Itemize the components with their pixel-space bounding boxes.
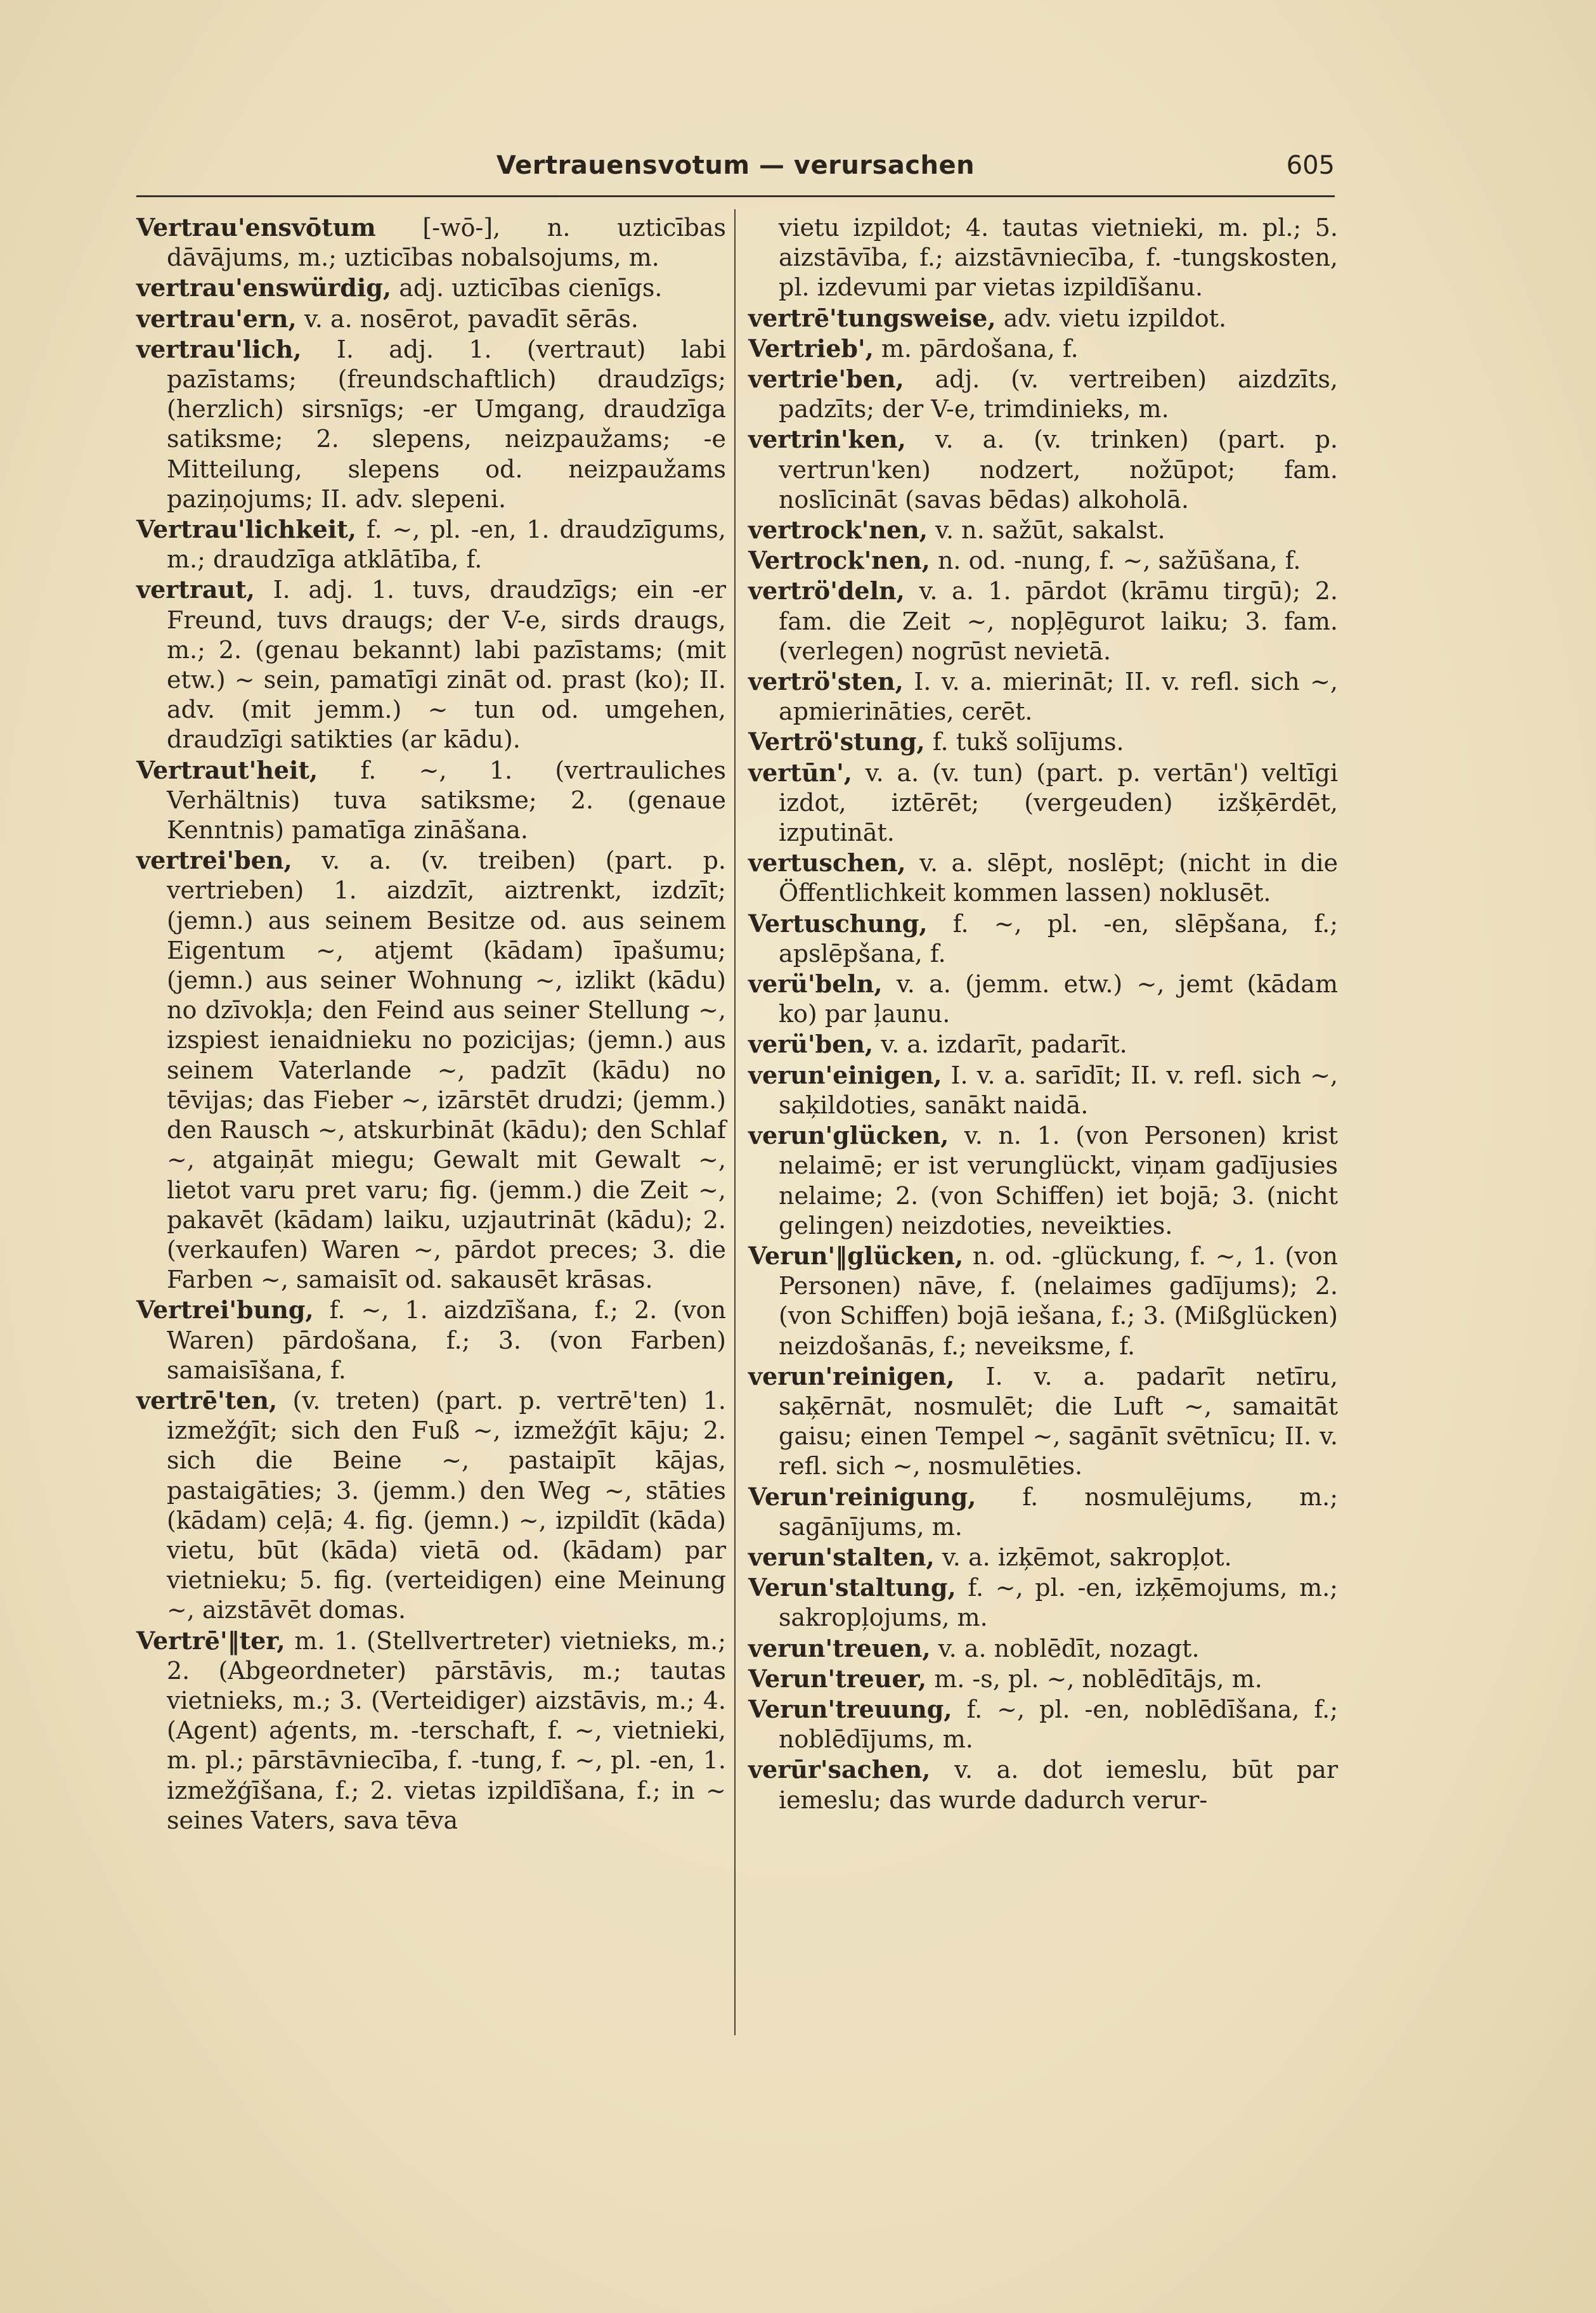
definition: f. ~, 1. aizdzīšana, f.; 2. (von Waren) pārdošana, f.; 3. (von Farben) samaisīšana, f. <box>167 1296 726 1384</box>
definition: adv. vietu izpildot. <box>996 304 1227 332</box>
dictionary-entry <box>748 1029 1338 1059</box>
definition: f. ~, pl. -en, 1. draudzīgums, m.; draudzīga atklātība, f. <box>167 515 726 574</box>
headword: Verun'‖glücken, <box>748 1241 964 1270</box>
headword: verü'ben, <box>748 1030 874 1059</box>
definition: I. v. a. mierināt; II. v. refl. sich ~, apmierināties, cerēt. <box>779 668 1338 726</box>
page-header <box>136 151 1335 195</box>
definition: m. pārdošana, f. <box>873 334 1079 363</box>
headword: Verun'treuung, <box>748 1694 952 1723</box>
headword: Vertrau'lichkeit, <box>136 515 357 544</box>
dictionary-entry <box>748 1482 1338 1542</box>
dictionary-entry <box>748 1754 1338 1815</box>
definition: f. tukš solījums. <box>925 728 1124 756</box>
dictionary-entry <box>748 1664 1338 1694</box>
dictionary-entry <box>748 424 1338 515</box>
headword: Vertraut'heit, <box>136 755 318 784</box>
definition: v. a. (v. treiben) (part. p. vertrieben) 1. aizdzīt, aiztrenkt, izdzīt; (jemn.) aus seinem Besitze od. aus seinem Eigentum ~, atjemt (kādam) īpašumu; (jemn.) aus seiner Wohnung ~, izlikt (kādu) no dzīvokļa; den Feind aus seiner Stellung ~, izspiest ienaidnieku no pozicijas; (jemn.) aus seinem Vaterlande ~, padzīt (kādu) no tēvijas; das Fieber ~, izārstēt drudzi; (jemm.) den Rausch ~, atskurbināt (kādu); den Schlaf ~, atgaiņāt miegu; Gewalt mit Gewalt ~, lietot varu pret varu; fig. (jemm.) die Zeit ~, pakavēt (kādam) laiku, uzjautrināt (kādu); 2. (verkaufen) Waren ~, pārdot preces; 3. die Farben ~, samaisīt od. sakausēt krāsas. <box>167 846 726 1294</box>
headword: verun'treuen, <box>748 1633 931 1662</box>
dictionary-entry <box>136 1626 726 1836</box>
definition: adj. uzticības cienīgs. <box>391 274 663 302</box>
headword: Vertrau'ensvōtum <box>136 213 376 242</box>
headword: vertrö'deln, <box>748 576 905 606</box>
definition: v. a. izķēmot, sakropļot. <box>934 1543 1232 1571</box>
header-rule <box>136 195 1335 197</box>
definition: f. ~, pl. -en, slēpšana, f.; apslēpšana, f. <box>779 909 1338 968</box>
headword: Vertrē'‖ter, <box>136 1626 285 1655</box>
dictionary-entry <box>748 212 1338 303</box>
dictionary-entry <box>136 304 726 334</box>
headword: vertrö'sten, <box>748 667 904 696</box>
definition: [-wō-], n. uzticības dāvājums, m.; uzticības nobalsojums, m. <box>167 214 726 272</box>
headword: vertrau'enswürdig, <box>136 273 392 302</box>
definition: v. n. 1. (von Personen) krist nelaimē; er ist verunglückt, viņam gadījusies nelaime; 2. (von Schiffen) iet bojā; 3. (nicht gelingen) neizdoties, neveikties. <box>779 1122 1338 1240</box>
dictionary-entry <box>748 1572 1338 1633</box>
dictionary-entry <box>136 1385 726 1626</box>
headword: Vertrö'stung, <box>748 727 925 756</box>
page-number: 605 <box>1286 151 1335 180</box>
definition: v. a. (v. trinken) (part. p. vertrun'ken) nodzert, nožūpot; fam. noslīcināt (savas bēdas) alkoholā. <box>779 425 1338 514</box>
dictionary-entry <box>748 909 1338 969</box>
dictionary-entry <box>748 334 1338 364</box>
definition: v. a. nosērot, pavadīt sērās. <box>296 304 639 333</box>
dictionary-entry <box>748 364 1338 424</box>
definition: I. v. a. padarīt netīru, saķērnāt, nosmulēt; die Luft ~, samaitāt gaisu; einen Tempel ~, sagānīt svētnīcu; II. v. refl. sich ~, nosmulēties. <box>779 1362 1338 1480</box>
definition: m. 1. (Stellvertreter) vietnieks, m.; 2. (Abgeordneter) pārstāvis, m.; tautas vietnieks, m.; 3. (Verteidiger) aizstāvis, m.; 4. (Agent) aģents, m. -terschaft, f. ~, vietnieki, m. pl.; pārstāvniecība, f. -tung, f. ~, pl. -en, 1. izmežģīšana, f.; 2. vietas izpildīšana, f.; in ~ seines Vaters, sava tēva <box>167 1626 726 1834</box>
definition: v. a. 1. pārdot (krāmu tirgū); 2. fam. die Zeit ~, nopļēgurot laiku; 3. fam. (verlegen) nogrūst nevietā. <box>779 577 1338 665</box>
headword: verü'beln, <box>748 969 883 999</box>
dictionary-entry <box>136 845 726 1295</box>
dictionary-entry <box>748 1694 1338 1754</box>
column-divider <box>734 209 736 2035</box>
definition: I. v. a. sarīdīt; II. v. refl. sich ~, saķildoties, sanākt naidā. <box>779 1061 1338 1119</box>
definition: f. ~, pl. -en, noblēdīšana, f.; noblēdījums, m. <box>779 1695 1338 1754</box>
definition: v. a. izdarīt, padarīt. <box>873 1030 1127 1059</box>
definition: v. n. sažūt, sakalst. <box>927 516 1165 545</box>
headword: vertrau'lich, <box>136 334 302 363</box>
headword: Vertrock'nen, <box>748 546 930 575</box>
running-head: Vertrauensvotum — verursachen <box>496 151 975 180</box>
headword: verun'stalten, <box>748 1542 935 1571</box>
dictionary-entry <box>748 1361 1338 1482</box>
headword: Verun'treuer, <box>748 1664 927 1693</box>
headword: vertrē'ten, <box>136 1385 278 1415</box>
dictionary-entry <box>136 334 726 514</box>
definition: n. od. -glückung, f. ~, 1. (von Personen) nāve, f. (nelaimes gadījums); 2. (von Schiffen) bojā iešana, f.; 3. (Mißglücken) neizdošanās, f.; neveiksme, f. <box>779 1241 1338 1360</box>
dictionary-entry <box>748 848 1338 908</box>
dictionary-entry <box>748 969 1338 1029</box>
dictionary-entry <box>136 212 726 273</box>
definition: (v. treten) (part. p. vertrē'ten) 1. izmežģīt; sich den Fuß ~, izmežģīt kāju; 2. sich die Beine ~, pastaipīt kājas, pastaigāties; 3. (jemm.) den Weg ~, stāties (kādam) ceļā; 4. fig. (jemn.) ~, izpildīt (kāda) vietu, būt (kāda) vietā od. (kādam) par vietnieku; 5. fig. (verteidigen) eine Meinung ~, aizstāvēt domas. <box>167 1386 726 1624</box>
headword: Verun'staltung, <box>748 1573 956 1602</box>
definition: m. -s, pl. ~, noblēdītājs, m. <box>926 1664 1262 1693</box>
headword: verun'einigen, <box>748 1060 942 1089</box>
dictionary-entry <box>748 515 1338 545</box>
definition: v. a. dot iemeslu, būt par iemeslu; das wurde dadurch verur- <box>779 1756 1338 1814</box>
dictionary-entry <box>748 1542 1338 1572</box>
dictionary-entry <box>136 273 726 303</box>
headword: vertrei'ben, <box>136 846 292 875</box>
dictionary-entry <box>748 666 1338 727</box>
definition: adj. (v. vertreiben) aizdzīts, padzīts; der V-e, trimdinieks, m. <box>779 365 1338 424</box>
left-column <box>136 212 726 1836</box>
dictionary-entry <box>136 514 726 574</box>
headword: verun'reinigen, <box>748 1361 955 1390</box>
headword: vertrau'ern, <box>136 304 297 333</box>
definition: f. nosmulējums, m.; sagānījums, m. <box>779 1482 1338 1541</box>
dictionary-entry <box>748 1241 1338 1361</box>
definition: v. a. noblēdīt, nozagt. <box>930 1634 1200 1662</box>
definition: v. a. (jemm. etw.) ~, jemt (kādam ko) par ļaunu. <box>779 970 1338 1028</box>
definition: n. od. -nung, f. ~, sažūšana, f. <box>930 547 1301 575</box>
headword: Vertrieb', <box>748 334 874 363</box>
definition: v. a. slēpt, noslēpt; (nicht in die Öffentlichkeit kommen lassen) noklusēt. <box>779 849 1338 907</box>
headword: vertuschen, <box>748 848 906 878</box>
headword: Vertuschung, <box>748 909 928 938</box>
definition: f. ~, 1. (vertrauliches Verhältnis) tuva satiksme; 2. (genaue Kenntnis) pamatīga zināšana. <box>167 756 726 845</box>
definition: I. adj. 1. tuvs, draudzīgs; ein -er Freund, tuvs draugs; der V-e, sirds draugs, m.; 2. (genau bekannt) labi pazīstams; (mit etw.) ~ sein, pamatīgi zināt od. prast (ko); II. adv. (mit jemm.) ~ tun od. umgehen, draudzīgi satikties (ar kādu). <box>167 576 726 754</box>
dictionary-entry <box>748 303 1338 334</box>
dictionary-entry <box>748 727 1338 757</box>
headword: vertrē'tungsweise, <box>748 303 996 332</box>
dictionary-entry <box>136 1295 726 1385</box>
headword: Verun'reinigung, <box>748 1482 976 1511</box>
headword: verun'glücken, <box>748 1121 949 1150</box>
right-column <box>748 212 1338 1815</box>
definition: vietu izpildot; 4. tautas vietnieki, m. pl.; 5. aizstāvība, f.; aizstāvniecība, f. -tungskosten, pl. izdevumi par vietas izpildīšanu. <box>779 214 1338 302</box>
headword: vertrin'ken, <box>748 425 906 454</box>
headword: vertrie'ben, <box>748 365 904 394</box>
dictionary-entry <box>136 755 726 846</box>
dictionary-entry <box>748 576 1338 666</box>
headword: vertrock'nen, <box>748 515 928 545</box>
headword: verūr'sachen, <box>748 1755 931 1784</box>
dictionary-entry <box>748 1120 1338 1241</box>
dictionary-entry <box>748 758 1338 848</box>
headword: Vertrei'bung, <box>136 1295 314 1325</box>
dictionary-entry <box>748 545 1338 576</box>
definition: I. adj. 1. (vertraut) labi pazīstams; (freundschaftlich) draudzīgs; (herzlich) sirsnīgs; -er Umgang, draudzīga satiksme; 2. slepens, neizpaužams; -e Mitteilung, slepens od. neizpaužams paziņojums; II. adv. slepeni. <box>167 335 726 513</box>
dictionary-entry <box>748 1633 1338 1664</box>
definition: v. a. (v. tun) (part. p. vertān') veltīgi izdot, iztērēt; (vergeuden) izšķērdēt, izputināt. <box>779 758 1338 847</box>
headword: vertūn', <box>748 758 852 787</box>
headword: vertraut, <box>136 575 255 604</box>
dictionary-entry <box>748 1060 1338 1120</box>
dictionary-entry <box>136 574 726 755</box>
definition: f. ~, pl. -en, izķēmojums, m.; sakropļojums, m. <box>779 1574 1338 1632</box>
